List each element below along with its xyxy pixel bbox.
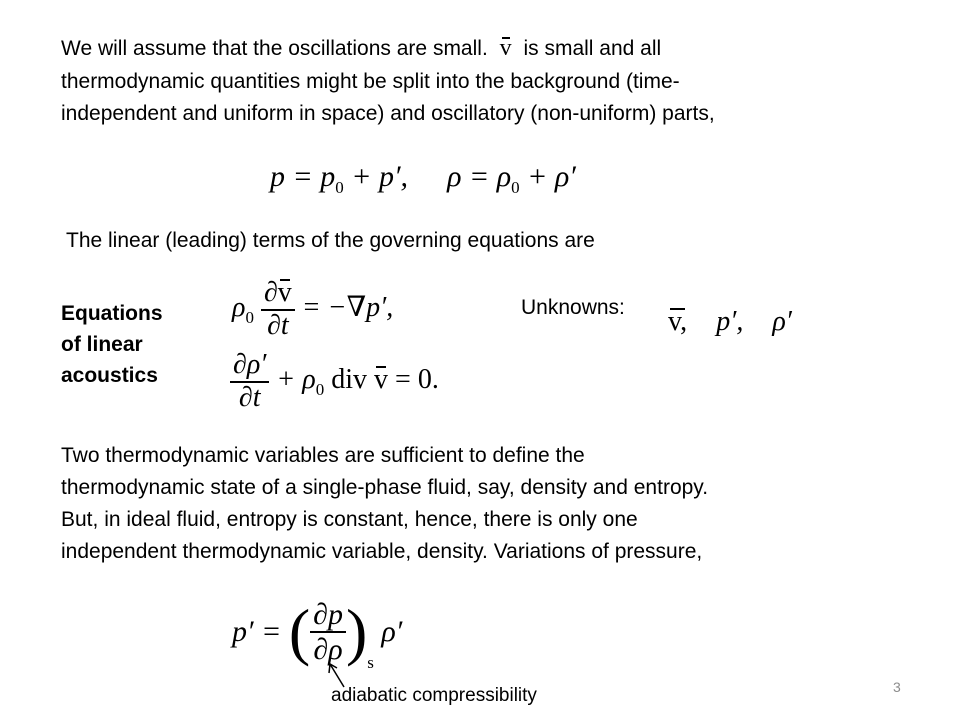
unknowns-list	[668, 306, 792, 338]
split-p-sub: 0	[335, 178, 344, 197]
annotation-text: adiabatic compressibility	[331, 685, 537, 706]
equations-label	[61, 298, 163, 391]
velocity-symbol-char: v	[499, 35, 512, 61]
eq3-sub: s	[367, 652, 374, 672]
eq1-velocity: v	[277, 277, 292, 308]
eq1-rho-sub: 0	[245, 307, 254, 327]
eq2-rho-sub: 0	[315, 379, 325, 399]
eq1-fraction	[261, 278, 295, 342]
equations-label-line-3: acoustics	[61, 364, 158, 387]
intro-text-start: We will assume that the oscillations are small.	[61, 37, 488, 60]
eq2-velocity: v	[374, 364, 389, 396]
pressure-relation	[232, 596, 403, 672]
momentum-equation	[232, 278, 393, 342]
equations-label-line-1: Equations	[61, 302, 163, 325]
eq3-numerator: ∂p	[310, 598, 346, 633]
split-equation	[270, 160, 576, 198]
intro-line-3: independent and uniform in space) and oscillatory (non-uniform) parts,	[61, 102, 715, 125]
split-rho: ρ = ρ	[447, 160, 512, 193]
intro-line-2: thermodynamic quantities might be split into the background (time-	[61, 70, 680, 93]
split-p-tail: + p′,	[351, 160, 409, 193]
unknown-velocity: v,	[668, 306, 688, 337]
unknowns-label: Unknowns:	[521, 296, 625, 319]
equations-label-line-2: of linear	[61, 333, 143, 356]
unknown-density: ρ′	[772, 306, 792, 337]
continuity-equation	[230, 350, 439, 414]
split-p: p = p	[270, 160, 336, 193]
eq1-denominator: ∂t	[267, 309, 289, 341]
eq2-plus-rho: + ρ	[276, 364, 316, 396]
velocity-symbol	[500, 35, 512, 61]
paragraph-2-line-3: But, in ideal fluid, entropy is constant, hence, there is only one	[61, 508, 638, 531]
paragraph-2	[61, 440, 708, 567]
eq2-numerator: ∂ρ′	[230, 350, 269, 383]
eq1-partial: ∂	[263, 277, 278, 308]
eq2-denominator: ∂t	[238, 381, 261, 413]
page-number: 3	[893, 679, 901, 695]
linear-terms-line: The linear (leading) terms of the governing equations are	[66, 229, 595, 252]
eq1-rho: ρ	[232, 292, 246, 324]
paragraph-2-line-1: Two thermodynamic variables are sufficient to define the	[61, 444, 585, 467]
eq3-rhs: ρ′	[381, 615, 403, 648]
intro-text-end: is small and all	[523, 37, 662, 60]
split-rho-tail: + ρ′	[527, 160, 576, 193]
split-rho-sub: 0	[511, 178, 520, 197]
eq3-fraction	[310, 598, 346, 666]
eq2-rhs: = 0.	[395, 364, 439, 396]
paragraph-2-line-2: thermodynamic state of a single-phase fluid, say, density and entropy.	[61, 476, 709, 499]
eq3-denominator: ∂ρ	[313, 633, 343, 666]
unknown-pressure: p′,	[716, 306, 744, 337]
eq1-rhs: = −∇p′,	[301, 292, 394, 324]
eq2-div: div	[331, 364, 368, 396]
eq3-lhs: p′ =	[232, 615, 282, 648]
eq3-right-paren: )	[345, 596, 368, 667]
paragraph-2-line-4: independent thermodynamic variable, density. Variations of pressure,	[61, 540, 703, 563]
eq2-fraction	[230, 350, 269, 414]
intro-line-1	[61, 33, 661, 64]
eq3-left-paren: (	[288, 596, 311, 667]
